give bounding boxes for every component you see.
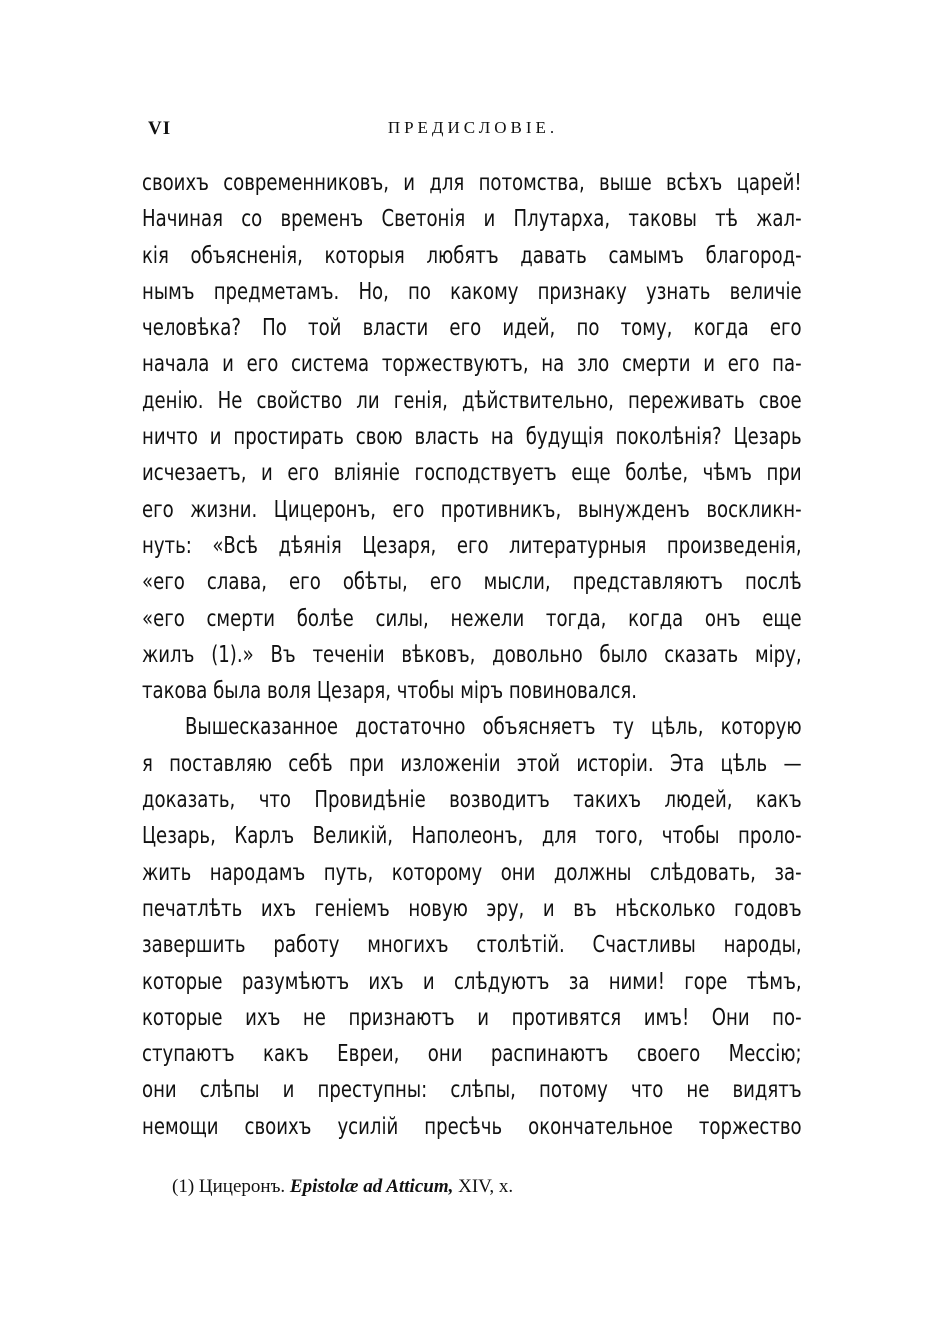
footnote (172, 1176, 513, 1198)
text-line: Начиная со временъ Светонія и Плутарха, таковы тѣ жал- (142, 204, 802, 233)
page-number: VI (148, 118, 172, 139)
text-line: ничто и простирать свою власть на будущія поколѣнія? Цезарь (142, 422, 802, 451)
text-line: которые ихъ не признаютъ и противятся имъ! Они по- (142, 1002, 802, 1031)
page-header (148, 118, 798, 142)
text-line: Цезарь, Карлъ Великій, Наполеонъ, для того, чтобы проло- (142, 821, 802, 850)
text-line: жить народамъ путь, которому они должны слѣдовать, за- (142, 857, 802, 886)
text-line: я поставляю себѣ при изложеніи этой исторіи. Эта цѣль — (142, 748, 802, 777)
text-line: ступаютъ какъ Евреи, они распинаютъ своего Мессію; (142, 1039, 802, 1068)
text-line: «его слава, его обѣты, его мысли, представляютъ послѣ (142, 567, 802, 596)
text-line: жилъ (1).» Въ теченіи вѣковъ, довольно было сказать міру, (142, 639, 802, 668)
text-line: нуть: «Всѣ дѣянія Цезаря, его литературныя произведенія, (142, 530, 802, 559)
footnote-reference: XIV, x. (458, 1176, 514, 1197)
text-line: доказать, что Провидѣніе возводитъ такихъ людей, какъ (142, 785, 802, 814)
text-line: которые разумѣютъ ихъ и слѣдуютъ за ними! горе тѣмъ, (142, 966, 802, 995)
text-line: завершить работу многихъ столѣтій. Счастливы народы, (142, 930, 802, 959)
body-text (142, 164, 802, 1144)
text-line: Вышесказанное достаточно объясняетъ ту цѣль, которую (185, 712, 802, 741)
text-line: денію. Не свойство ли генія, дѣйствительно, переживать свое (142, 385, 802, 414)
text-line: «его смерти болѣе силы, нежели тогда, когда онъ еще (142, 603, 802, 632)
text-line: человѣка? По той власти его идей, по тому, когда его (142, 313, 802, 342)
text-line: немощи своихъ усилій пресѣчь окончательное торжество (142, 1111, 802, 1140)
footnote-author: Цицеронъ. (198, 1176, 286, 1197)
text-line: они слѣпы и преступны: слѣпы, потому что не видятъ (142, 1075, 802, 1104)
text-line: своихъ современниковъ, и для потомства, выше всѣхъ царей! (142, 168, 802, 196)
text-line: кія объясненія, которыя любятъ давать самымъ благород- (142, 240, 802, 269)
text-line: его жизни. Цицеронъ, его противникъ, вынужденъ воскликн- (142, 494, 802, 523)
text-line: печатлѣть ихъ геніемъ новую эру, и въ нѣсколько годовъ (142, 893, 802, 922)
footnote-mark: (1) (172, 1176, 195, 1197)
footnote-title: Epistolæ ad Atticum, (289, 1176, 454, 1197)
running-title: ПРЕДИСЛОВІЕ. (387, 118, 559, 137)
text-line: такова была воля Цезаря, чтобы міръ повиновался. (142, 676, 638, 705)
text-line: исчезаетъ, и его вліяніе господствуетъ еще болѣе, чѣмъ при (142, 458, 802, 487)
text-line: нымъ предметамъ. Но, по какому признаку узнать величіе (142, 276, 802, 305)
text-line: начала и его система торжествуютъ, на зло смерти и его па- (142, 349, 802, 378)
